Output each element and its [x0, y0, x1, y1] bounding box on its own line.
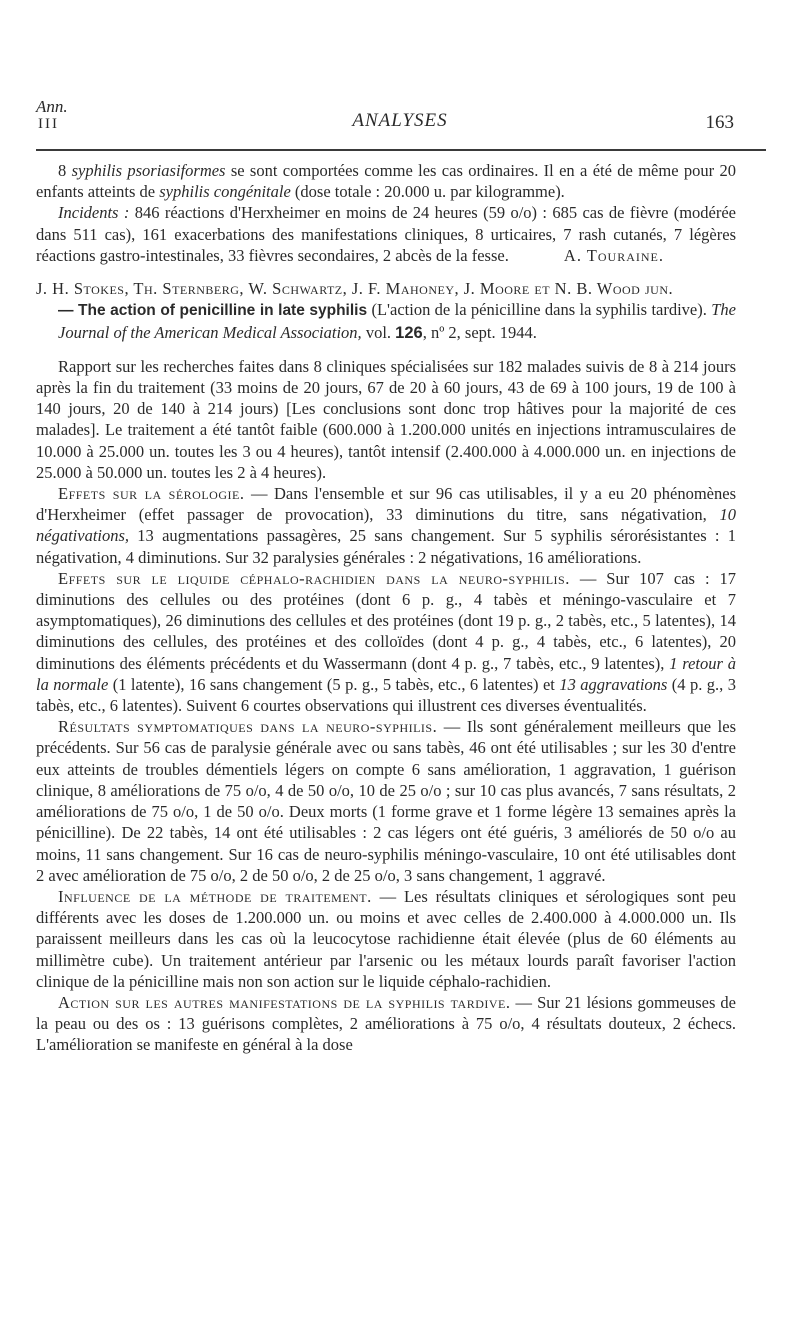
italic-run: syphilis congénitale — [159, 182, 291, 202]
paragraph — [36, 160, 736, 202]
italic-run: 13 aggravations — [559, 674, 668, 694]
paragraph — [36, 356, 736, 483]
paragraph — [36, 568, 736, 716]
text-run: — Sur 21 lésions gommeuses de la peau ou des os : 13 guérisons complètes, 2 améliorations à 75 o/o, 4 résultats douteux, 2 échecs. L'amélioration se manifeste en général à la dose — [36, 992, 736, 1055]
section-heading: Résultats symptomatiques dans la neuro-syphilis. — [58, 717, 438, 737]
journal-abbrev: Ann. — [36, 97, 68, 116]
paragraph — [36, 886, 736, 992]
text-run: — Les résultats cliniques et sérologiques sont peu différents avec les doses de 1.200.000 un. ou moins et avec celles de 2.400.000 à 4.000.000 un. Ils paraissent meilleurs dans les cas où la leucocytose rachidienne était élevée (plus de 60 éléments au millimètre cube). Un traitement antérieur par l'arsenic ou les métaux lourds paraît favoriser l'action clinique de la pénicilline mais non son action sur le liquide céphalo-rachidien. — [36, 886, 736, 991]
text-run: , nº 2, sept. 1944. — [422, 322, 537, 342]
text-run: 8 — [58, 161, 72, 180]
journal-name: The Journal of the American Medical Association, — [58, 300, 736, 342]
signature: A. Touraine. — [563, 246, 664, 266]
page-number: 163 — [705, 112, 734, 133]
article-title: — The action of penicilline in late syphilis — [58, 302, 368, 320]
section-heading: Action sur les autres manifestations de la syphilis tardive. — [58, 992, 511, 1012]
running-title: ANALYSES — [352, 110, 448, 131]
section-heading: Effets sur le liquide céphalo-rachidien dans la neuro-syphilis. — [58, 568, 570, 588]
text-run: (L'action de la pénicilline dans la syphilis tardive). — [367, 300, 712, 320]
volume-number: III — [38, 116, 59, 132]
section-heading: Effets sur la sérologie. — [58, 484, 245, 504]
volume-value: 126 — [395, 323, 423, 342]
italic-run: 10 négativations, — [36, 505, 736, 546]
text-run: — Sur 107 cas : 17 diminutions des cellules ou des protéines (dont 6 p. g., 4 tabès et méningo-vasculaire et 7 asymptomatiques), 26 diminutions des cellules et des protéines (dont 19 p. g., 2 tabès, etc., 5 latentes), 14 diminutions des cellules, des protéines et des colloïdes (dont 4 p. g., 4 tabès, etc., 6 latentes), 20 diminutions des éléments précédents et du Wassermann (dont 4 p. g., 7 tabès, etc., 9 latentes), — [36, 568, 736, 673]
paragraph — [36, 483, 736, 568]
section-heading: Influence de la méthode de traitement. — [58, 886, 372, 906]
text-run: 13 augmentations passagères, 25 sans changement. Sur 5 syphilis sérorésistantes : 1 négativation, 4 diminutions. Sur 32 paralysies générales : 2 négativations, 16 améliorations. — [36, 526, 736, 567]
biblio-line — [36, 299, 736, 343]
text-run: vol. — [361, 322, 396, 342]
italic-run: 1 retour à la normale — [36, 653, 736, 694]
body-text — [36, 160, 736, 1056]
biblio-line — [36, 278, 736, 299]
text-run: (dose totale : 20.000 u. par kilogramme). — [290, 182, 565, 202]
text-run: — Dans l'ensemble et sur 96 cas utilisables, il y a eu 20 phénomènes d'Herxheimer (effet passager de provocation), 33 diminutions du titre, sans négativation, — [36, 484, 736, 525]
authors: J. H. Stokes, Th. Sternberg, W. Schwartz, J. F. Mahoney, J. Moore et N. B. Wood jun. — [36, 279, 674, 299]
italic-run: Incidents : — [58, 203, 130, 223]
header-rule — [36, 149, 766, 151]
bibliographic-reference — [36, 278, 736, 344]
text-run: — Ils sont généralement meilleurs que les précédents. Sur 56 cas de paralysie générale avec ou sans tabès, 46 ont été utilisables ; sur les 30 d'entre eux atteints de troubles démentiels légers on compte 6 sans amélioration, 1 aggravation, 1 guérison clinique, 8 améliorations de 75 o/o, 4 de 50 o/o, 10 de 25 o/o ; sur 10 cas plus avancés, 7 sans résultats, 2 améliorations de 75 o/o, 1 de 50 o/o. Deux morts (1 forme grave et 1 forme légère 13 semaines après la pénicilline). De 22 tabès, 14 ont été utilisables : 2 cas légers ont été guéris, 3 améliorés de 50 o/o au moins, 11 sans changement. Sur 16 cas de neuro-syphilis méningo-vasculaire, 10 ont été utilisables dont 2 avec amélioration de 75 o/o, 2 de 50 o/o, 2 de 25 o/o, 3 sans changement, 1 aggravé. — [36, 717, 736, 885]
text-run: Rapport sur les recherches faites dans 8 cliniques spécialisées sur 182 malades suivis de 8 à 214 jours après la fin du traitement (33 moins de 20 jours, 67 de 20 à 60 jours, 43 de 69 à 100 jours, 19 de 100 à 140 jours, 20 de 140 à 214 jours) [Les conclusions sont donc trop hâtives pour la majorité de ces malades]. Le traitement a été tantôt faible (600.000 à 1.200.000 unités en injections intramusculaires de 10.000 à 25.000 un. toutes les 3 ou 4 heures), tantôt intensif (2.400.000 à 4.000.000 un. en injections de 25.000 à 50.000 un. toutes les 2 à 4 heures). — [36, 356, 736, 482]
text-run: (1 latente), 16 sans changement (5 p. g., 5 tabès, etc., 6 latentes) et — [108, 674, 560, 694]
text-run: 846 réactions d'Herxheimer en moins de 24 heures (59 o/o) : 685 cas de fièvre (modérée dans 511 cas), 161 exacerbations des manifestations cliniques, 8 urticaires, 7 rash cutanés, 7 légères réactions gastro-intestinales, 33 fièvres secondaires, 2 abcès de la fesse. — [36, 203, 736, 265]
text-run: se sont comportées comme les cas ordinaires. Il en a été de même pour 20 enfants atteints de — [36, 161, 736, 202]
paragraph — [36, 716, 736, 886]
italic-run: syphilis psoriasiformes — [71, 161, 226, 180]
text-run: (4 p. g., 3 tabès, etc., 6 latentes). Suivent 6 courtes observations qui illustrent ces diverses éventualités. — [36, 674, 736, 716]
paragraph — [36, 992, 736, 1056]
